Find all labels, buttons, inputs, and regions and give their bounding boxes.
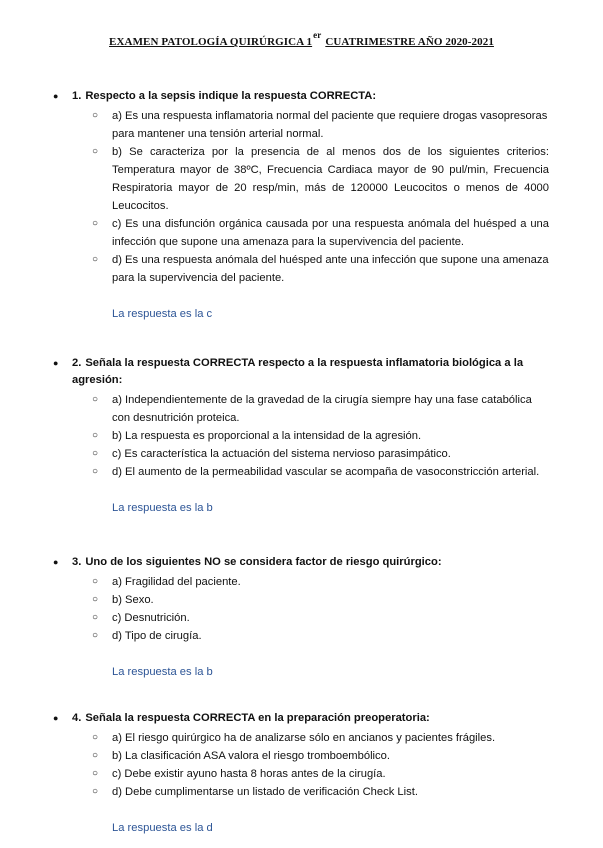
answer-text: La respuesta es la b xyxy=(112,502,213,514)
option-c: ○ c) Es característica la actuación del sistema nervioso parasimpático. xyxy=(0,445,603,463)
question-number: 1. xyxy=(72,90,82,102)
bullet-icon: ● xyxy=(53,713,59,723)
option-c: ○ c) Es una disfunción orgánica causada por una respuesta anómala del huésped a una infección que supone una amenaza para la supervivencia del paciente. xyxy=(0,215,603,251)
question-heading xyxy=(0,554,603,571)
option-b: ○ b) La respuesta es proporcional a la intensidad de la agresión. xyxy=(0,427,603,445)
circle-bullet-icon: ○ xyxy=(92,732,99,743)
circle-bullet-icon: ○ xyxy=(92,786,99,797)
question-2 xyxy=(0,355,603,517)
circle-bullet-icon: ○ xyxy=(92,576,99,587)
title-part1: EXAMEN PATOLOGÍA QUIRÚRGICA 1 xyxy=(109,36,313,48)
circle-bullet-icon: ○ xyxy=(92,110,99,121)
bullet-icon: ● xyxy=(53,358,59,368)
circle-bullet-icon: ○ xyxy=(92,630,99,641)
option-a: ○ a) Fragilidad del paciente. xyxy=(0,573,603,591)
option-b: ○ b) Sexo. xyxy=(0,591,603,609)
option-a: ○ a) Independientemente de la gravedad de la cirugía siempre hay una fase catabólica con desnutrición proteica. xyxy=(0,391,603,427)
question-1 xyxy=(0,88,603,323)
options-list xyxy=(0,573,603,645)
option-c: ○ c) Debe existir ayuno hasta 8 horas antes de la cirugía. xyxy=(0,765,603,783)
option-c: ○ c) Desnutrición. xyxy=(0,609,603,627)
option-a: ○ a) El riesgo quirúrgico ha de analizarse sólo en ancianos y pacientes frágiles. xyxy=(0,729,603,747)
circle-bullet-icon: ○ xyxy=(92,394,99,405)
answer-text: La respuesta es la d xyxy=(112,822,213,834)
question-number: 3. xyxy=(72,556,82,568)
question-text: Uno de los siguientes NO se considera factor de riesgo quirúrgico: xyxy=(85,556,442,568)
question-3 xyxy=(0,554,603,681)
answer-text: La respuesta es la b xyxy=(112,666,213,678)
option-b: ○ b) La clasificación ASA valora el riesgo tromboembólico. xyxy=(0,747,603,765)
bullet-icon: ● xyxy=(53,91,59,101)
circle-bullet-icon: ○ xyxy=(92,594,99,605)
question-number: 2. xyxy=(72,357,82,369)
question-heading xyxy=(0,710,603,727)
question-text: Señala la respuesta CORRECTA en la preparación preoperatoria: xyxy=(85,712,430,724)
question-heading xyxy=(0,355,603,389)
circle-bullet-icon: ○ xyxy=(92,254,99,265)
circle-bullet-icon: ○ xyxy=(92,466,99,477)
circle-bullet-icon: ○ xyxy=(92,448,99,459)
question-4 xyxy=(0,710,603,837)
option-d: ○ d) Es una respuesta anómala del huésped ante una infección que supone una amenaza para la supervivencia del paciente. xyxy=(0,251,603,287)
options-list xyxy=(0,391,603,481)
question-number: 4. xyxy=(72,712,82,724)
options-list xyxy=(0,729,603,801)
option-d: ○ d) Debe cumplimentarse un listado de verificación Check List. xyxy=(0,783,603,801)
answer-text: La respuesta es la c xyxy=(112,308,213,320)
question-text: Respecto a la sepsis indique la respuesta CORRECTA: xyxy=(85,90,377,102)
option-d: ○ d) Tipo de cirugía. xyxy=(0,627,603,645)
option-a: ○ a) Es una respuesta inflamatoria normal del paciente que requiere drogas vasopresoras para mantener una tensión arterial normal. xyxy=(0,107,603,143)
title-superscript: er xyxy=(313,30,322,40)
question-heading xyxy=(0,88,603,105)
circle-bullet-icon: ○ xyxy=(92,768,99,779)
circle-bullet-icon: ○ xyxy=(92,750,99,761)
title-part2: CUATRIMESTRE AÑO 2020-2021 xyxy=(325,36,494,48)
circle-bullet-icon: ○ xyxy=(92,218,99,229)
bullet-icon: ● xyxy=(53,557,59,567)
circle-bullet-icon: ○ xyxy=(92,146,99,157)
question-text: Señala la respuesta CORRECTA respecto a la respuesta inflamatoria biológica a la agresión: xyxy=(72,357,524,386)
options-list xyxy=(0,107,603,287)
circle-bullet-icon: ○ xyxy=(92,430,99,441)
page-title xyxy=(0,30,603,48)
option-d: ○ d) El aumento de la permeabilidad vascular se acompaña de vasoconstricción arterial. xyxy=(0,463,603,481)
option-b: ○ b) Se caracteriza por la presencia de al menos dos de los siguientes criterios: Temperatura mayor de 38ºC, Frecuencia Cardiaca mayor de 90 pul/min, Frecuencia Respiratoria mayor de 20 resp/min, más de 120000 Leucocitos o menos de 4000 Leucocitos. xyxy=(0,143,603,215)
circle-bullet-icon: ○ xyxy=(92,612,99,623)
